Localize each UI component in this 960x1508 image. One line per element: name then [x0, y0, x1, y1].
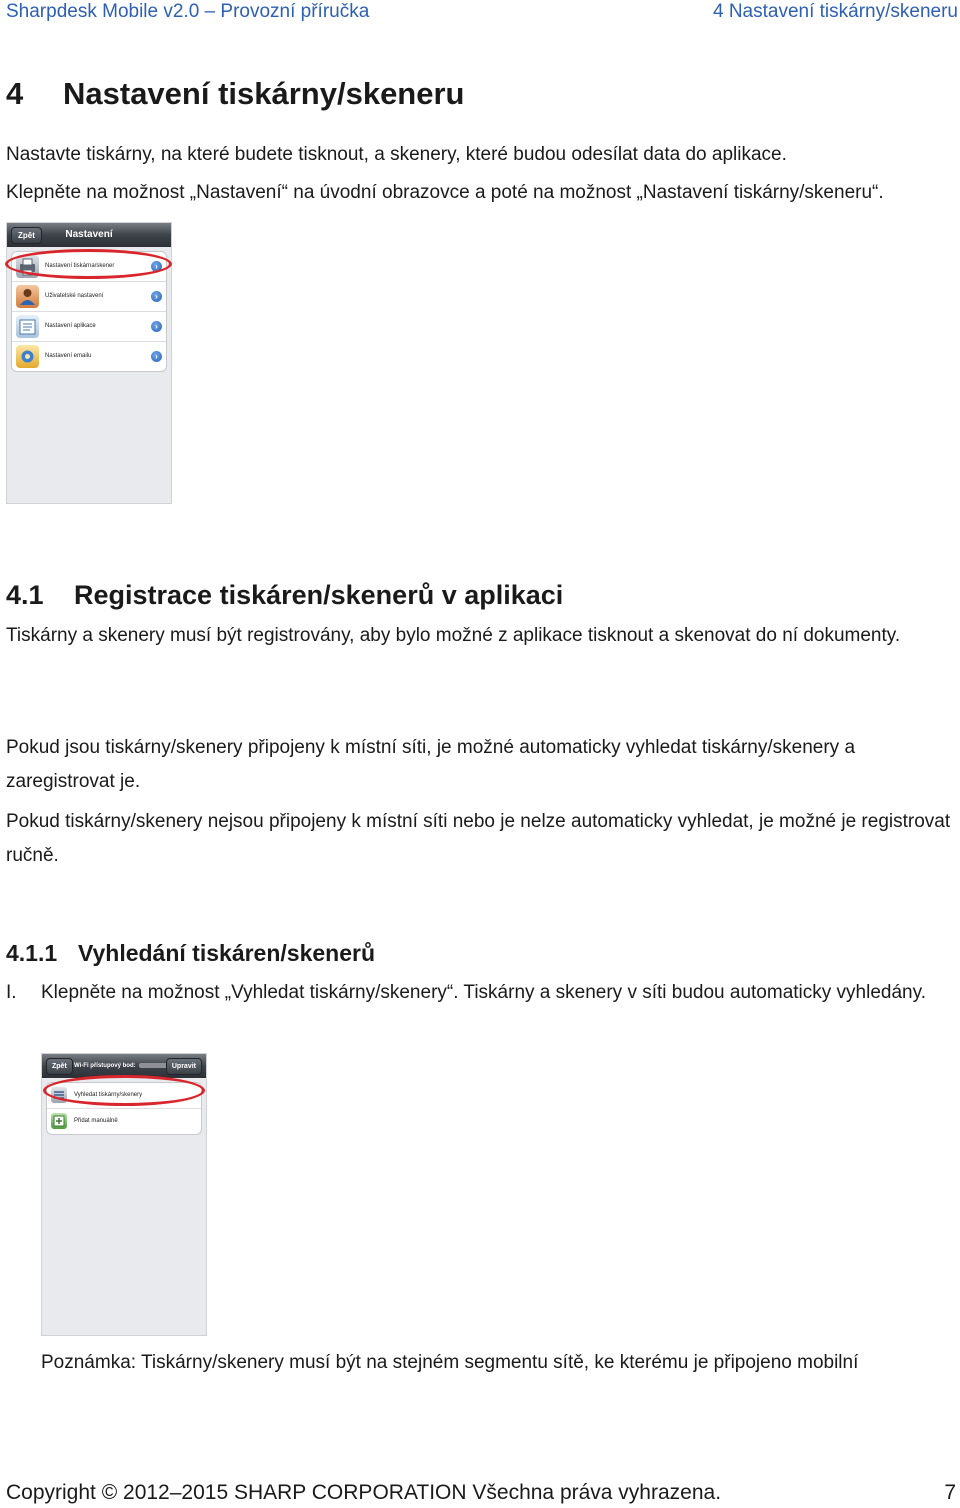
settings-item-app[interactable]	[12, 312, 166, 342]
settings-item-label: Uživatelské nastavení	[45, 293, 104, 299]
step-text: Klepněte na možnost „Vyhledat tiskárny/skenery“. Tiskárny a skenery v síti budou automaticky vyhledány.	[41, 982, 926, 1003]
search-item-label: Vyhledat tiskárny/skenery	[74, 1092, 143, 1098]
add-manual-label: Přidat manuálně	[74, 1118, 118, 1124]
back-button[interactable]: Zpět	[11, 227, 42, 244]
email-settings-icon	[16, 345, 39, 368]
chevron-right-icon: ›	[151, 291, 162, 302]
chevron-right-icon: ›	[151, 351, 162, 362]
note-text: Poznámka: Tiskárny/skenery musí být na stejném segmentu sítě, ke kterému je připojeno mobilní	[41, 1352, 859, 1373]
page-number: 7	[944, 1481, 956, 1504]
section-intro-paragraph: Nastavte tiskárny, na které budete tisknout, a skenery, které budou odesílat data do aplikace.	[6, 144, 787, 165]
running-header-left: Sharpdesk Mobile v2.0 – Provozní příručka	[6, 1, 370, 22]
settings-item-label: Nastavení emailu	[45, 353, 92, 359]
add-manual-icon	[51, 1113, 67, 1129]
subsection-paragraph: Pokud jsou tiskárny/skenery připojeny k místní síti, je možné automaticky vyhledat tiskárny/skenery a zaregistrovat je.	[6, 737, 856, 792]
subsection-paragraph: Tiskárny a skenery musí být registrovány, aby bylo možné z aplikace tisknout a skenovat do ní dokumenty.	[6, 625, 901, 646]
running-header-right: 4 Nastavení tiskárny/skeneru	[712, 1, 958, 22]
section-title: Nastavení tiskárny/skeneru	[63, 76, 465, 111]
subsubsection-heading	[6, 936, 375, 970]
app-settings-icon	[16, 315, 39, 338]
settings-item-label: Nastavení tiskárna/skener	[45, 263, 115, 269]
section-number: 4	[6, 76, 24, 111]
settings-nav-title: Nastavení	[65, 229, 113, 240]
highlight-ring	[5, 249, 172, 279]
add-manual-item[interactable]	[47, 1109, 201, 1134]
subsubsection-title: Vyhledání tiskáren/skenerů	[78, 940, 376, 966]
subsubsection-number: 4.1.1	[6, 940, 58, 966]
wifi-title-label: Wi-Fi přístupový bod:	[74, 1063, 136, 1069]
section-instruction-paragraph: Klepněte na možnost „Nastavení“ na úvodní obrazovce a poté na možnost „Nastavení tiskárny/skeneru“.	[6, 182, 884, 203]
chevron-right-icon: ›	[151, 261, 162, 272]
step-marker: I.	[6, 982, 17, 1003]
subsection-heading	[6, 576, 563, 614]
settings-item-user[interactable]	[12, 282, 166, 312]
highlight-ring	[43, 1075, 205, 1106]
settings-nav-bar	[7, 223, 171, 247]
edit-button[interactable]: Upravit	[166, 1058, 202, 1075]
subsection-number: 4.1	[6, 580, 44, 610]
settings-item-email[interactable]	[12, 342, 166, 371]
back-button[interactable]: Zpět	[46, 1058, 73, 1075]
section-heading	[6, 74, 465, 114]
chevron-right-icon: ›	[151, 321, 162, 332]
subsection-title: Registrace tiskáren/skenerů v aplikaci	[74, 580, 564, 610]
settings-item-label: Nastavení aplikace	[45, 323, 96, 329]
subsection-paragraph: Pokud tiskárny/skenery nejsou připojeny k místní síti nebo je nelze automaticky vyhledat, je možné je registrovat ručně.	[6, 811, 951, 866]
footer-copyright: Copyright © 2012–2015 SHARP CORPORATION Všechna práva vyhrazena.	[6, 1481, 722, 1504]
user-icon	[16, 285, 39, 308]
